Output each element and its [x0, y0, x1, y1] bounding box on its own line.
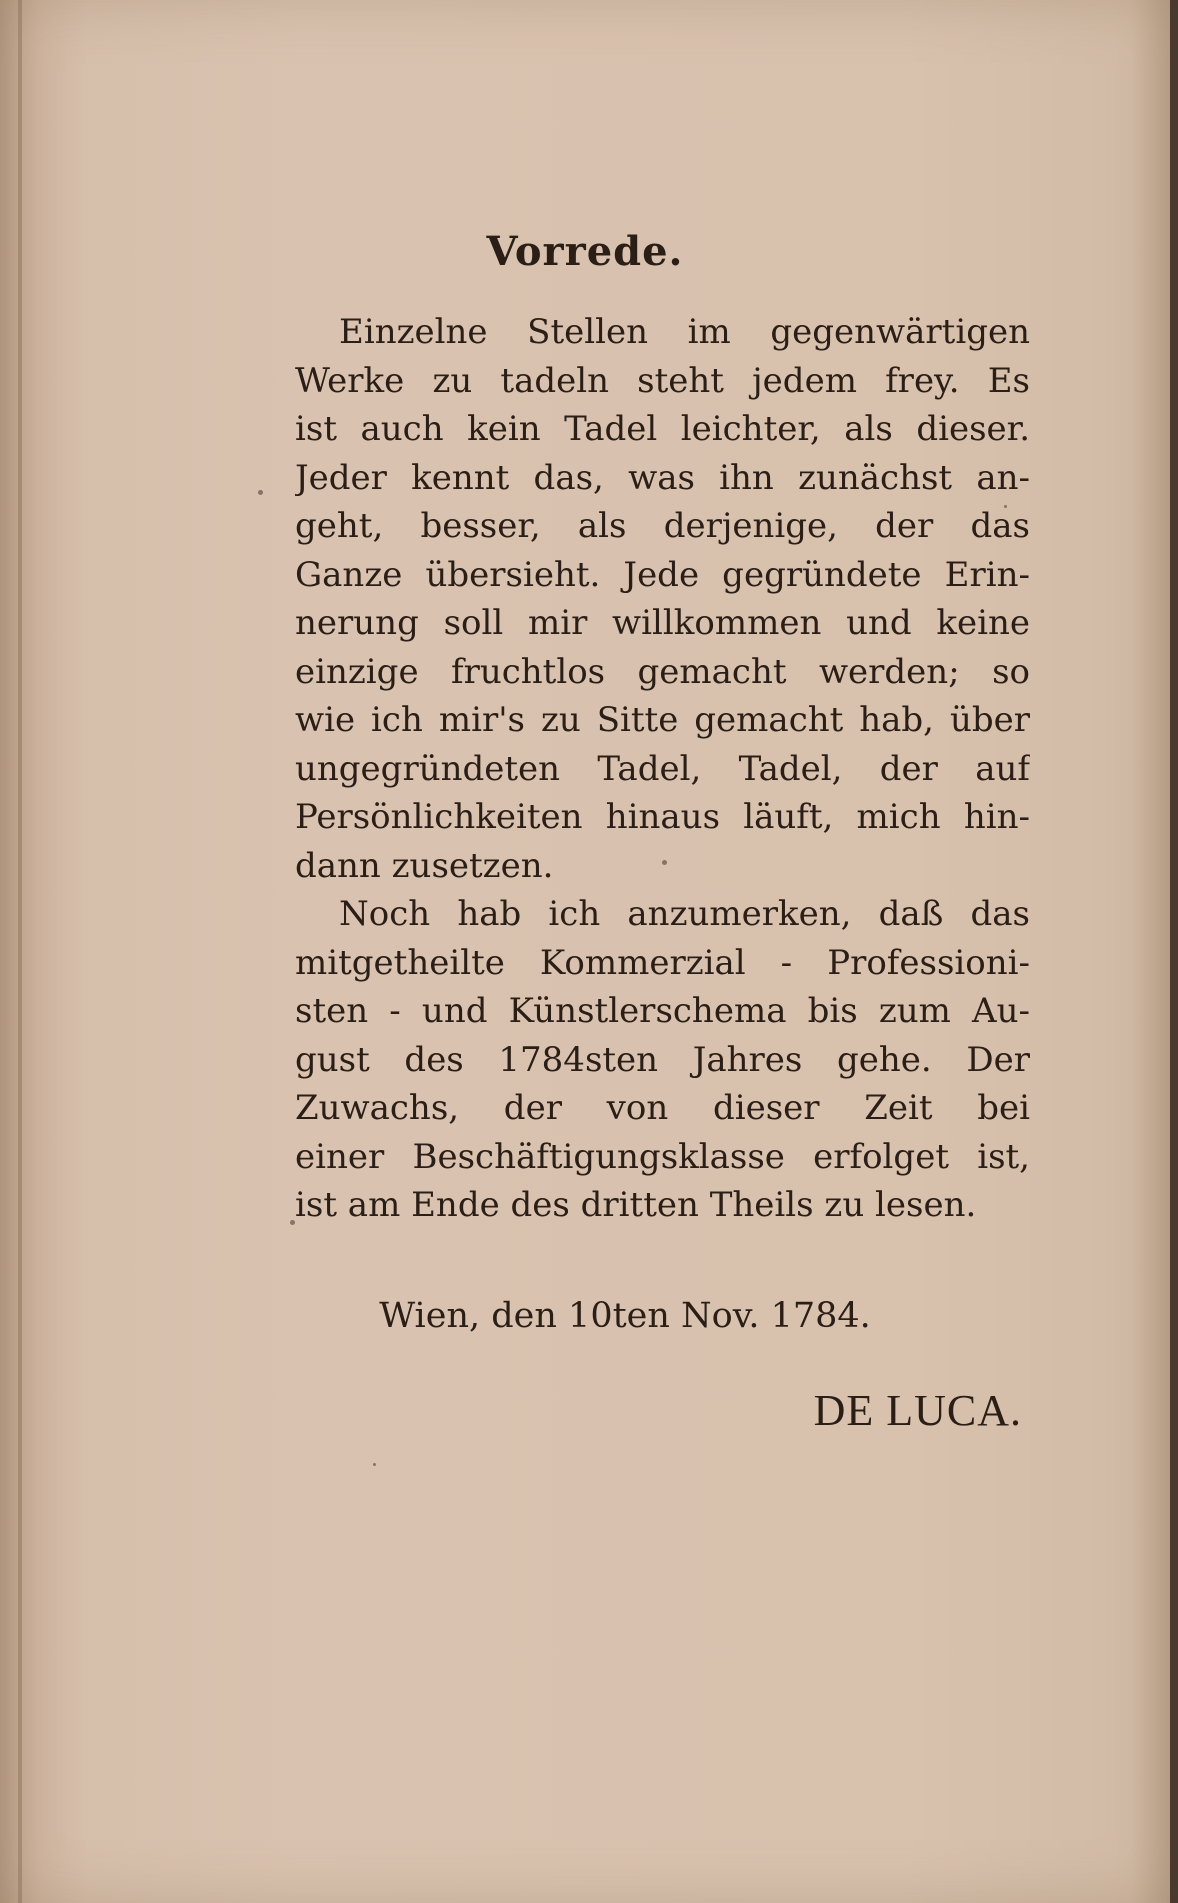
text-line: gust des 1784sten Jahres gehe. Der: [295, 1039, 1030, 1080]
ink-speck: [258, 490, 263, 495]
text-line: nerung soll mir willkommen und keine: [295, 603, 1030, 643]
signature: DE LUCA.: [813, 1386, 1022, 1435]
text-line: Zuwachs, der von dieser Zeit bei: [295, 1088, 1030, 1128]
paragraph-2: [295, 890, 1030, 1230]
paragraph-1: [295, 308, 1030, 890]
text-line: Persönlichkeiten hinaus läuft, mich hin-: [295, 797, 1030, 837]
page-gutter: [18, 0, 22, 1903]
text-line: einer Beschäftigungsklasse erfolget ist,: [295, 1136, 1030, 1177]
text-line: Einzelne Stellen im gegenwärtigen: [339, 312, 1030, 352]
dateline: Wien, den 10ten Nov. 1784.: [379, 1296, 871, 1336]
text-line: wie ich mir's zu Sitte gemacht hab, über: [295, 700, 1030, 740]
text-line: mitgetheilte Kommerzial - Professioni-: [295, 942, 1030, 983]
text-line: Noch hab ich anzumerken, daß das: [339, 894, 1030, 934]
text-line: Werke zu tadeln steht jedem frey. Es: [295, 360, 1030, 401]
preface-body: [295, 308, 1030, 1230]
book-edge: [1170, 0, 1178, 1903]
text-line: Ganze übersieht. Jede gegründete Erin-: [295, 554, 1030, 595]
text-line: ungegründeten Tadel, Tadel, der auf: [295, 748, 1030, 789]
text-line: einzige fruchtlos gemacht werden; so: [295, 651, 1030, 692]
text-line: dann zusetzen.: [295, 845, 554, 886]
text-line: Jeder kennt das, was ihn zunächst an-: [295, 457, 1030, 498]
page-title: Vorrede.: [486, 228, 684, 275]
text-line: geht, besser, als derjenige, der das: [295, 506, 1030, 546]
text-line: ist am Ende des dritten Theils zu lesen.: [295, 1185, 977, 1225]
ink-speck: [373, 1463, 376, 1466]
text-line: sten - und Künstlerschema bis zum Au-: [295, 991, 1030, 1031]
text-line: ist auch kein Tadel leichter, als dieser.: [295, 409, 1030, 449]
